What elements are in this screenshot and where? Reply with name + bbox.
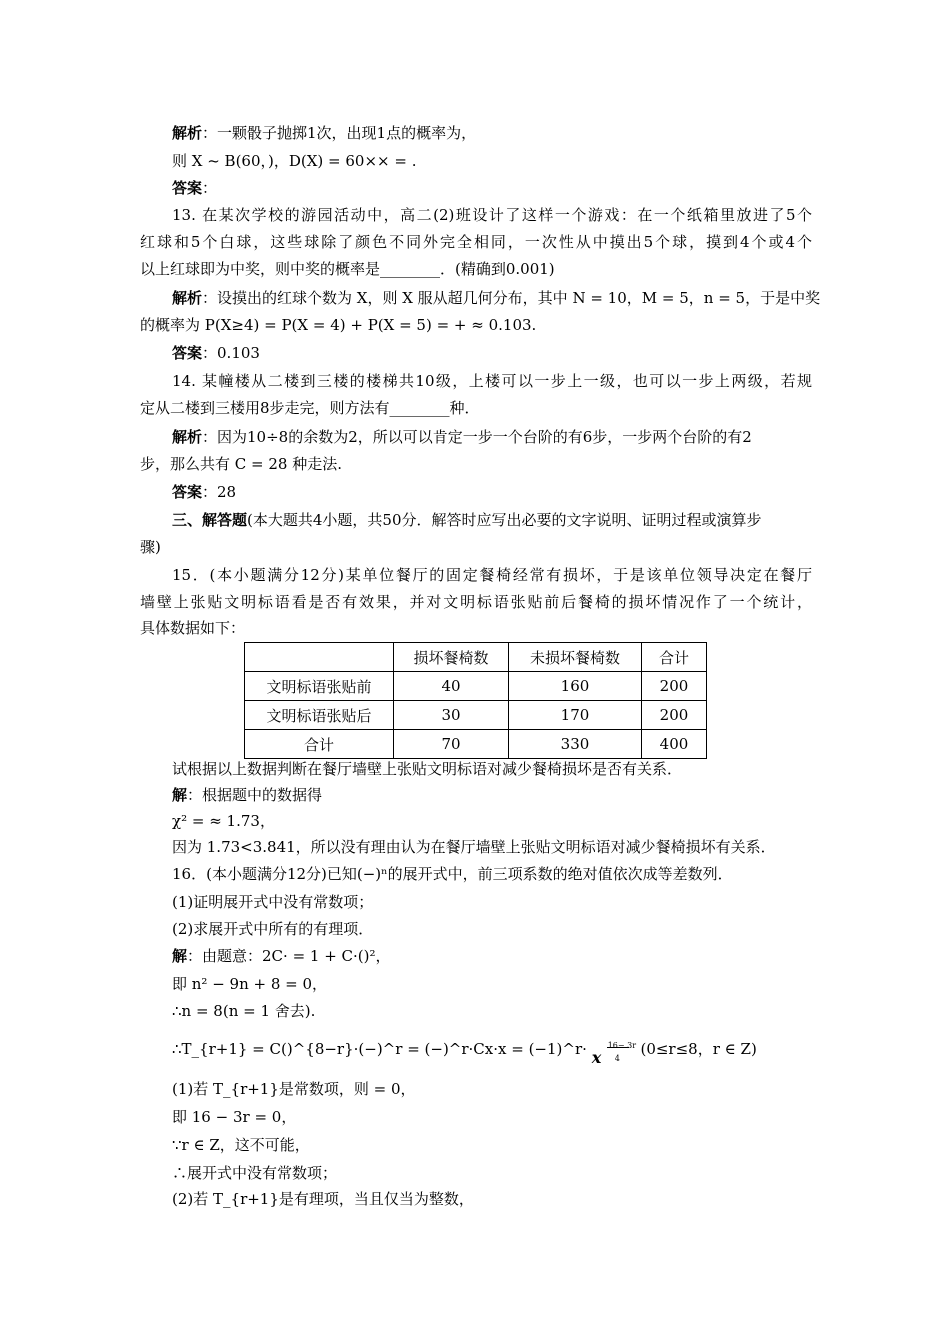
table-cell: 70 xyxy=(394,730,509,759)
table-header-cell xyxy=(245,643,394,672)
section-heading: 三、解答题 xyxy=(172,511,248,529)
q13-stem-line-1: 13. 在某次学校的游园活动中，高二(2)班设计了这样一个游戏：在一个纸箱里放进了5个 xyxy=(172,206,812,224)
answer-text: ：0.103 xyxy=(202,344,260,362)
q15-stem-line-3: 具体数据如下： xyxy=(140,619,246,637)
table-cell: 170 xyxy=(509,701,642,730)
answer-text: ： xyxy=(202,179,218,197)
q13-stem-line-2: 红球和5个白球，这些球除了颜色不同外完全相同，一次性从中摸出5个球，摸到4个或4个 xyxy=(140,233,812,251)
table-cell: 文明标语张贴后 xyxy=(245,701,394,730)
general-term-expression: ∴T_{r+1} = C()^{8−r}·(−)^r = (−)^r·Cx·x = (−1)^r· xyxy=(172,1040,587,1058)
q16-solution-line-i: (2)若 T_{r+1}是有理项，当且仅当为整数， xyxy=(172,1190,474,1208)
q16-solution-line-e: (1)若 T_{r+1}是常数项，则 = 0， xyxy=(172,1080,416,1098)
q16-solution-line-c: ∴n = 8(n = 1 舍去). xyxy=(172,1002,316,1020)
table-header-cell: 未损坏餐椅数 xyxy=(509,643,642,672)
q15-conclusion: 因为 1.73<3.841，所以没有理由认为在餐厅墙壁上张贴文明标语对减少餐椅损坏有关系． xyxy=(172,838,776,856)
q12-answer xyxy=(172,177,852,199)
answer-text: ：28 xyxy=(202,483,237,501)
analysis-text: ：设摸出的红球个数为 X，则 X 服从超几何分布，其中 N = 10，M = 5，n = 5，于是中奖 xyxy=(202,289,821,307)
table-cell: 200 xyxy=(642,672,707,701)
exponent-denominator: 4 xyxy=(614,1054,620,1063)
table-header-cell: 合计 xyxy=(642,643,707,672)
q16-solution-line-g: ∵r ∈ Z，这不可能， xyxy=(172,1136,310,1154)
table-row xyxy=(245,701,707,730)
q16-part-2: (2)求展开式中所有的有理项． xyxy=(172,920,374,938)
variable-x: x xyxy=(591,1048,602,1067)
section-3-desc-line-2: 骤) xyxy=(140,538,161,556)
q16-solution-line-a xyxy=(172,945,852,967)
table-cell: 330 xyxy=(509,730,642,759)
q15-stem-line-2: 墙壁上张贴文明标语看是否有效果，并对文明标语张贴前后餐椅的损坏情况作了一个统计， xyxy=(140,593,812,611)
q14-analysis-line-2: 步，那么共有 C = 28 种走法. xyxy=(140,455,342,473)
analysis-text: ：一颗骰子抛掷1次，出现1点的概率为， xyxy=(202,124,477,142)
q14-answer xyxy=(172,481,852,503)
table-cell: 30 xyxy=(394,701,509,730)
q13-answer xyxy=(172,342,852,364)
table-cell: 40 xyxy=(394,672,509,701)
section-3-heading xyxy=(172,509,852,531)
q16-solution-line-d xyxy=(172,1038,852,1067)
table-cell: 160 xyxy=(509,672,642,701)
analysis-label: 解析 xyxy=(172,428,203,446)
q12-distribution: 则 X ~ B(60，)，D(X) = 60×× = . xyxy=(172,152,417,170)
q13-stem-line-3: 以上红球即为中奖，则中奖的概率是________．(精确到0.001) xyxy=(140,260,555,278)
chair-damage-table xyxy=(244,642,707,759)
q16-solution-line-b: 即 n² − 9n + 8 = 0， xyxy=(172,975,328,993)
q16-solution-line-h: ∴展开式中没有常数项； xyxy=(172,1164,338,1182)
q15-chi-square: χ² = ≈ 1.73， xyxy=(172,812,275,830)
exponent-fraction xyxy=(591,1039,637,1067)
answer-label: 答案 xyxy=(172,483,203,501)
q14-stem-line-1: 14. 某幢楼从二楼到三楼的楼梯共10级，上楼可以一步上一级，也可以一步上两级，若规 xyxy=(172,372,812,390)
q15-stem-line-1: 15．(本小题满分12分)某单位餐厅的固定餐椅经常有损坏，于是该单位领导决定在餐厅 xyxy=(172,566,812,584)
table-row xyxy=(245,672,707,701)
exponent-numerator: 16− 3r xyxy=(607,1041,637,1050)
table-cell: 合计 xyxy=(245,730,394,759)
table-cell: 文明标语张贴前 xyxy=(245,672,394,701)
solution-label: 解 xyxy=(172,786,188,804)
analysis-label: 解析 xyxy=(172,124,203,142)
table-cell: 400 xyxy=(642,730,707,759)
q15-solution xyxy=(172,784,852,806)
q13-analysis-line-2: 的概率为 P(X≥4) = P(X = 4) + P(X = 5) = + ≈ 0.103. xyxy=(140,316,537,334)
q16-solution-line-f: 即 16 − 3r = 0， xyxy=(172,1108,297,1126)
range-condition: (0≤r≤8，r ∈ Z) xyxy=(640,1040,757,1058)
table-cell: 200 xyxy=(642,701,707,730)
analysis-label: 解析 xyxy=(172,289,203,307)
section-description: (本大题共4小题，共50分．解答时应写出必要的文字说明、证明过程或演算步 xyxy=(247,511,762,529)
solution-text: ：由题意：2C· = 1 + C·()²， xyxy=(187,947,391,965)
solution-text: ：根据题中的数据得 xyxy=(187,786,323,804)
table-header-cell: 损坏餐椅数 xyxy=(394,643,509,672)
analysis-text: ：因为10÷8的余数为2，所以可以肯定一步一个台阶的有6步，一步两个台阶的有2 xyxy=(202,428,752,446)
answer-label: 答案 xyxy=(172,344,203,362)
q13-analysis-line-1 xyxy=(172,287,852,309)
q16-stem: 16．(本小题满分12分)已知(−)ⁿ的展开式中，前三项系数的绝对值依次成等差数列． xyxy=(172,865,733,883)
table-row xyxy=(245,730,707,759)
solution-label: 解 xyxy=(172,947,188,965)
answer-label: 答案 xyxy=(172,179,203,197)
table-header-row xyxy=(245,643,707,672)
q12-analysis xyxy=(172,122,852,144)
q16-part-1: (1)证明展开式中没有常数项； xyxy=(172,893,374,911)
q14-stem-line-2: 定从二楼到三楼用8步走完，则方法有________种． xyxy=(140,399,480,417)
q15-question: 试根据以上数据判断在餐厅墙壁上张贴文明标语对减少餐椅损坏是否有关系． xyxy=(172,760,683,778)
q14-analysis-line-1 xyxy=(172,426,852,448)
